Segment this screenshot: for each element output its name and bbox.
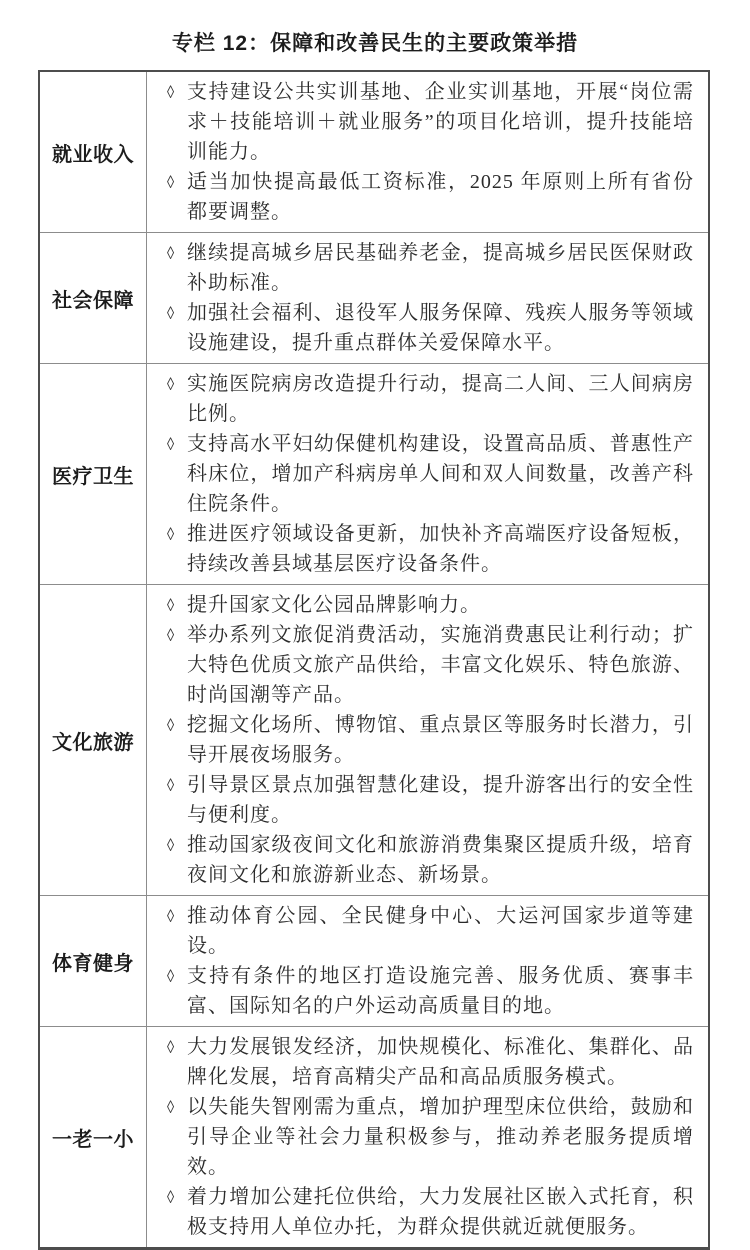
policy-item-text: 推动国家级夜间文化和旅游消费集聚区提质升级，培育夜间文化和旅游新业态、新场景。 xyxy=(187,834,694,886)
policy-item xyxy=(154,1092,694,1182)
diamond-bullet-icon: ◊ xyxy=(166,625,175,645)
policy-item xyxy=(154,167,694,227)
diamond-bullet-icon: ◊ xyxy=(166,1097,175,1117)
table-row-医疗卫生 xyxy=(40,363,708,584)
table-row-就业收入 xyxy=(40,72,708,232)
items-cell xyxy=(147,585,708,895)
policy-item-text: 大力发展银发经济，加快规模化、标准化、集群化、品牌化发展，培育高精尖产品和高品质服务模式。 xyxy=(187,1036,694,1088)
table-row-社会保障 xyxy=(40,232,708,363)
items-cell xyxy=(147,364,708,584)
policy-item-text: 推动体育公园、全民健身中心、大运河国家步道等建设。 xyxy=(187,905,694,957)
diamond-bullet-icon: ◊ xyxy=(166,906,175,926)
diamond-bullet-icon: ◊ xyxy=(166,303,175,323)
policy-item xyxy=(154,830,694,890)
diamond-bullet-icon: ◊ xyxy=(166,966,175,986)
policy-item xyxy=(154,1032,694,1092)
items-cell xyxy=(147,233,708,363)
policy-item-text: 实施医院病房改造提升行动，提高二人间、三人间病房比例。 xyxy=(187,373,694,425)
diamond-bullet-icon: ◊ xyxy=(166,524,175,544)
diamond-bullet-icon: ◊ xyxy=(166,434,175,454)
category-cell: 社会保障 xyxy=(40,233,147,363)
diamond-bullet-icon: ◊ xyxy=(166,374,175,394)
policy-item-text: 支持高水平妇幼保健机构建设，设置高品质、普惠性产科床位，增加产科病房单人间和双人间数量，改善产科住院条件。 xyxy=(187,433,694,515)
policy-table xyxy=(38,70,710,1250)
policy-item xyxy=(154,1182,694,1242)
policy-item xyxy=(154,369,694,429)
table-row-体育健身 xyxy=(40,895,708,1026)
policy-item-text: 以失能失智刚需为重点，增加护理型床位供给，鼓励和引导企业等社会力量积极参与，推动养老服务提质增效。 xyxy=(187,1096,694,1178)
policy-item xyxy=(154,519,694,579)
policy-item-text: 挖掘文化场所、博物馆、重点景区等服务时长潜力，引导开展夜场服务。 xyxy=(187,714,694,766)
items-cell xyxy=(147,896,708,1026)
policy-item-text: 继续提高城乡居民基础养老金，提高城乡居民医保财政补助标准。 xyxy=(187,242,694,294)
policy-item xyxy=(154,429,694,519)
policy-item-text: 着力增加公建托位供给，大力发展社区嵌入式托育，积极支持用人单位办托，为群众提供就近就便服务。 xyxy=(187,1186,694,1238)
category-cell: 医疗卫生 xyxy=(40,364,147,584)
items-cell xyxy=(147,1027,708,1247)
table-row-文化旅游 xyxy=(40,584,708,895)
policy-item-text: 提升国家文化公园品牌影响力。 xyxy=(187,594,481,616)
diamond-bullet-icon: ◊ xyxy=(166,835,175,855)
page-title: 专栏 12：保障和改善民生的主要政策举措 xyxy=(171,32,579,55)
table-row-一老一小 xyxy=(40,1026,708,1247)
category-cell: 就业收入 xyxy=(40,72,147,232)
policy-item-text: 举办系列文旅促消费活动，实施消费惠民让利行动；扩大特色优质文旅产品供给，丰富文化娱乐、特色旅游、时尚国潮等产品。 xyxy=(187,624,694,706)
diamond-bullet-icon: ◊ xyxy=(166,775,175,795)
policy-item-text: 推进医疗领域设备更新，加快补齐高端医疗设备短板，持续改善县域基层医疗设备条件。 xyxy=(187,523,694,575)
diamond-bullet-icon: ◊ xyxy=(166,715,175,735)
category-cell: 一老一小 xyxy=(40,1027,147,1247)
policy-item xyxy=(154,238,694,298)
diamond-bullet-icon: ◊ xyxy=(166,243,175,263)
policy-item xyxy=(154,590,694,620)
policy-item-text: 支持有条件的地区打造设施完善、服务优质、赛事丰富、国际知名的户外运动高质量目的地。 xyxy=(187,965,694,1017)
policy-item xyxy=(154,770,694,830)
diamond-bullet-icon: ◊ xyxy=(166,1037,175,1057)
policy-item xyxy=(154,77,694,167)
diamond-bullet-icon: ◊ xyxy=(166,172,175,192)
category-cell: 文化旅游 xyxy=(40,585,147,895)
policy-item xyxy=(154,901,694,961)
policy-item-text: 支持建设公共实训基地、企业实训基地，开展“岗位需求＋技能培训＋就业服务”的项目化培训，提升技能培训能力。 xyxy=(187,81,694,163)
category-cell: 体育健身 xyxy=(40,896,147,1026)
policy-item-text: 适当加快提高最低工资标准，2025 年原则上所有省份都要调整。 xyxy=(187,171,694,223)
diamond-bullet-icon: ◊ xyxy=(166,595,175,615)
policy-item xyxy=(154,710,694,770)
policy-item xyxy=(154,620,694,710)
diamond-bullet-icon: ◊ xyxy=(166,1187,175,1207)
policy-item-text: 加强社会福利、退役军人服务保障、残疾人服务等领域设施建设，提升重点群体关爱保障水平。 xyxy=(187,302,694,354)
policy-item-text: 引导景区景点加强智慧化建设，提升游客出行的安全性与便利度。 xyxy=(187,774,694,826)
policy-item xyxy=(154,298,694,358)
items-cell xyxy=(147,72,708,232)
diamond-bullet-icon: ◊ xyxy=(166,82,175,102)
policy-item xyxy=(154,961,694,1021)
